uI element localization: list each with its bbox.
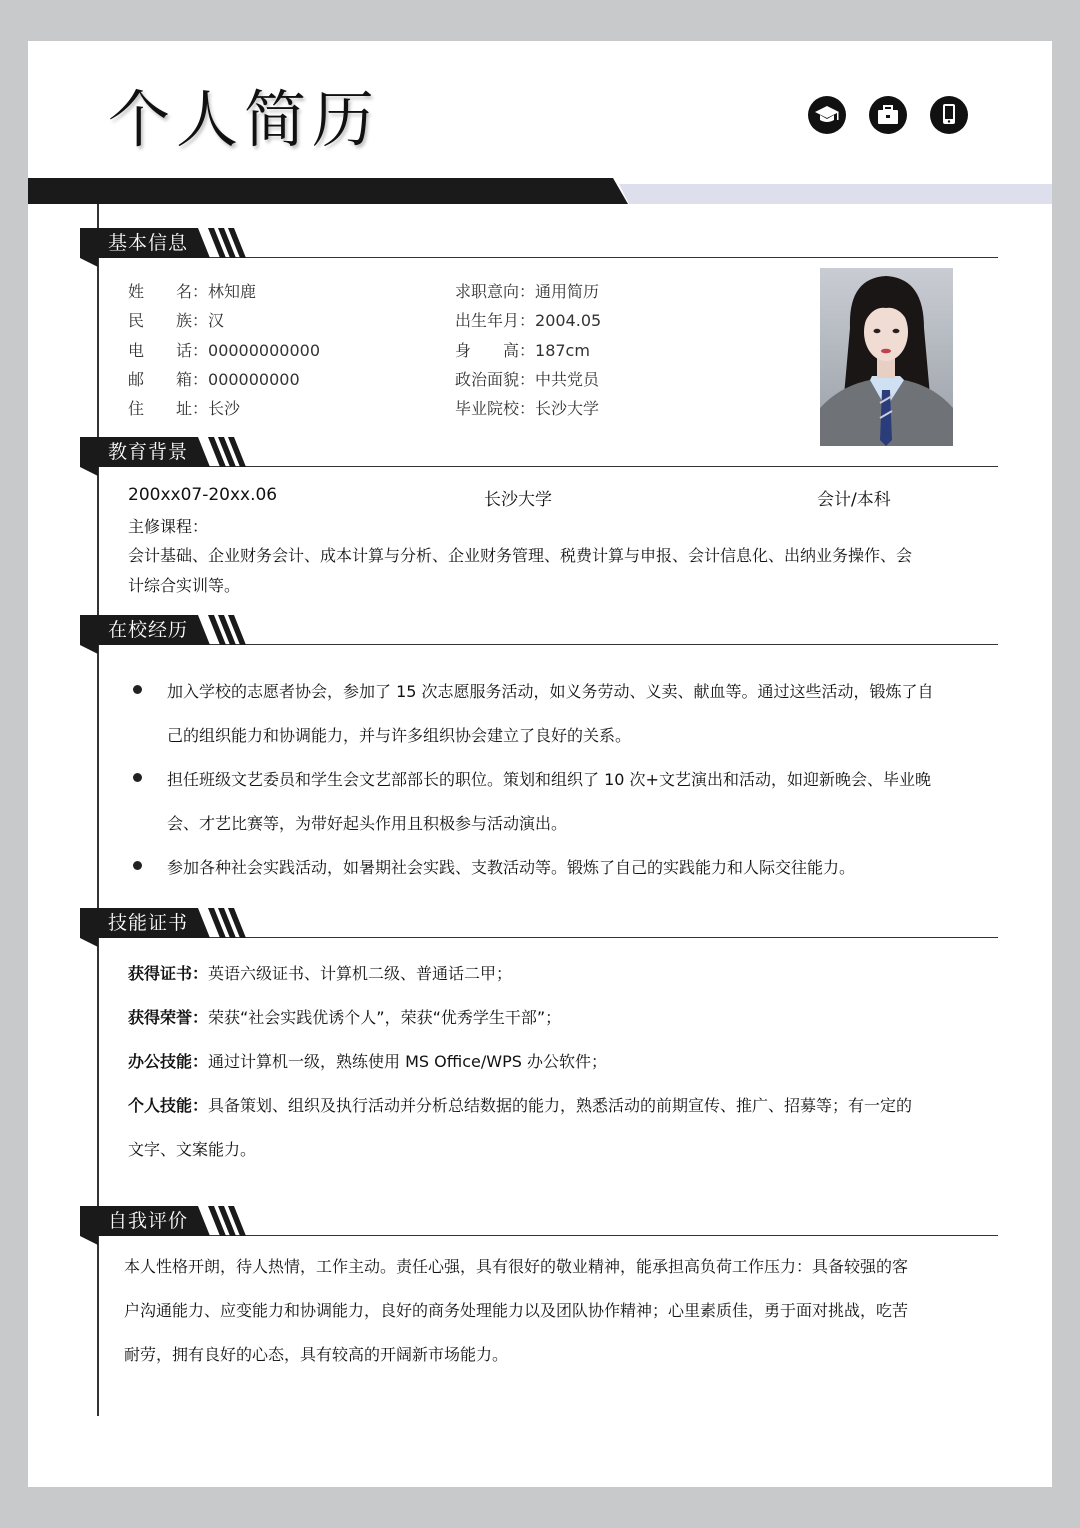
info-email: 邮 箱：000000000 [128, 370, 300, 389]
info-height: 身 高：187cm [455, 341, 590, 360]
evaluation-line: 耐劳，拥有良好的心态，具有较高的开阔新市场能力。 [124, 1345, 509, 1364]
section-header-basic [80, 228, 998, 258]
info-name: 姓 名：林知鹿 [128, 282, 257, 301]
info-ethnicity: 民 族：汉 [128, 311, 225, 330]
skill-office: 办公技能：通过计算机一级，熟练使用 MS Office/WPS 办公软件； [128, 1052, 607, 1071]
section-title: 教育背景 [108, 441, 189, 463]
header-bar-light [619, 184, 1052, 204]
resume-page [28, 41, 1052, 1487]
evaluation-line: 户沟通能力、应变能力和协调能力，良好的商务处理能力以及团队协作精神；心里素质佳，勇于面对挑战，吃苦 [124, 1301, 909, 1320]
campus-item-line: 担任班级文艺委员和学生会文艺部部长的职位。策划和组织了 10 次+文艺演出和活动，如迎新晚会、毕业晚 [167, 770, 931, 789]
info-address: 住 址：长沙 [128, 399, 241, 418]
section-title: 技能证书 [108, 912, 189, 934]
campus-item-line: 会、才艺比赛等，为带好起头作用且积极参与活动演出。 [167, 814, 568, 833]
skill-certificates: 获得证书：英语六级证书、计算机二级、普通话二甲； [128, 964, 513, 983]
edu-school: 长沙大学 [484, 490, 552, 510]
edu-courses-label: 主修课程： [128, 517, 209, 536]
bullet-icon [133, 773, 142, 782]
campus-item-line: 己的组织能力和协调能力，并与许多组织协会建立了良好的关系。 [167, 726, 632, 745]
section-title: 自我评价 [108, 1210, 189, 1232]
page-title: 个人简历 [108, 83, 381, 156]
section-header-evaluation [80, 1206, 998, 1236]
edu-courses-line: 计综合实训等。 [128, 576, 241, 595]
bullet-icon [133, 685, 142, 694]
evaluation-line: 本人性格开朗，待人热情，工作主动。责任心强，具有很好的敬业精神，能承担高负荷工作压力：具备较强的客 [124, 1257, 909, 1276]
info-job-intention: 求职意向：通用简历 [455, 282, 600, 301]
briefcase-icon [869, 96, 907, 134]
campus-item-line: 参加各种社会实践活动，如暑期社会实践、支教活动等。锻炼了自己的实践能力和人际交往能力。 [167, 858, 856, 877]
bullet-icon [133, 861, 142, 870]
header-bar-dark [28, 178, 628, 204]
edu-period: 200xx07-20xx.06 [128, 485, 278, 505]
edu-courses-line: 会计基础、企业财务会计、成本计算与分析、企业财务管理、税费计算与申报、会计信息化、出纳业务操作、会 [128, 546, 913, 565]
info-phone: 电 话：00000000000 [128, 341, 320, 360]
phone-icon [930, 96, 968, 134]
skill-personal: 个人技能：具备策划、组织及执行活动并分析总结数据的能力，熟悉活动的前期宣传、推广、招募等；有一定的 [128, 1096, 913, 1115]
profile-photo [820, 268, 953, 446]
section-title: 在校经历 [108, 619, 189, 641]
skill-personal-cont: 文字、文案能力。 [128, 1140, 257, 1159]
section-title: 基本信息 [108, 232, 189, 254]
graduation-cap-icon [808, 96, 846, 134]
info-political: 政治面貌：中共党员 [455, 370, 600, 389]
section-header-campus [80, 615, 998, 645]
info-birth: 出生年月：2004.05 [455, 311, 602, 330]
skill-honors: 获得荣誉：荣获“社会实践优诱个人”，荣获“优秀学生干部”； [128, 1008, 562, 1027]
campus-item-line: 加入学校的志愿者协会，参加了 15 次志愿服务活动，如义务劳动、义卖、献血等。通过这些活动，锻炼了自 [167, 682, 934, 701]
info-school: 毕业院校：长沙大学 [455, 399, 600, 418]
edu-major: 会计/本科 [817, 490, 891, 510]
section-header-education [80, 437, 998, 467]
section-header-skills [80, 908, 998, 938]
